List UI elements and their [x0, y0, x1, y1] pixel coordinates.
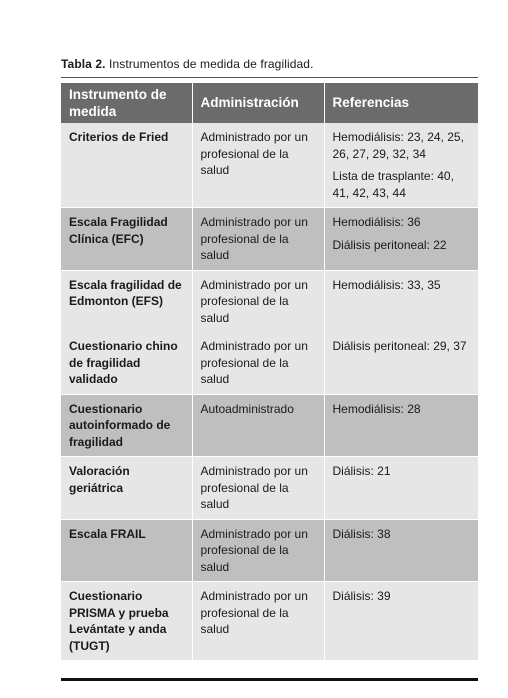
reference-line: Diálisis peritoneal: 29, 37 — [332, 339, 467, 353]
header-instrument: Instrumento de medida — [61, 83, 192, 123]
table-row — [61, 519, 478, 582]
administration-cell: Administrado por un profesional de la salud — [192, 582, 324, 661]
references-cell — [324, 208, 478, 271]
table-row — [61, 394, 478, 457]
instrument-cell: Escala fragilidad de Edmonton (EFS) — [61, 270, 192, 332]
top-rule — [61, 77, 478, 78]
caption-text: Instrumentos de medida de fragilidad. — [105, 57, 314, 71]
references-cell — [324, 123, 478, 208]
administration-cell: Administrado por un profesional de la salud — [192, 270, 324, 332]
header-row — [61, 83, 478, 123]
reference-line: Hemodiálisis: 23, 24, 25, 26, 27, 29, 32, 34 — [332, 130, 464, 161]
table-row — [61, 582, 478, 661]
references-cell — [324, 457, 478, 520]
caption-label: Tabla 2. — [61, 57, 106, 71]
table-row — [61, 332, 478, 394]
instrument-cell: Escala FRAIL — [61, 519, 192, 582]
references-cell — [324, 270, 478, 332]
instrument-cell: Criterios de Fried — [61, 123, 192, 208]
administration-cell: Administrado por un profesional de la salud — [192, 208, 324, 271]
instrument-cell: Cuestionario PRISMA y prueba Levántate y anda (TUGT) — [61, 582, 192, 661]
reference-line: Diálisis peritoneal: 22 — [332, 237, 447, 252]
reference-line: Hemodiálisis: 36 — [332, 215, 421, 229]
references-cell — [324, 394, 478, 457]
instrument-cell: Valoración geriátrica — [61, 457, 192, 520]
administration-cell: Administrado por un profesional de la salud — [192, 123, 324, 208]
table-row — [61, 457, 478, 520]
administration-cell: Administrado por un profesional de la salud — [192, 519, 324, 582]
administration-cell: Autoadministrado — [192, 394, 324, 457]
references-cell — [324, 332, 478, 394]
table-row — [61, 208, 478, 271]
header-administration: Administración — [192, 83, 324, 123]
table-row — [61, 270, 478, 332]
reference-line: Hemodiálisis: 33, 35 — [332, 277, 441, 292]
table-caption — [61, 57, 314, 71]
administration-cell: Administrado por un profesional de la salud — [192, 457, 324, 520]
reference-line: Diálisis: 38 — [332, 526, 391, 541]
header-references: Referencias — [324, 83, 478, 123]
references-cell — [324, 519, 478, 582]
instrument-cell: Cuestionario autoinformado de fragilidad — [61, 394, 192, 457]
reference-line: Diálisis: 39 — [332, 589, 391, 603]
reference-line: Hemodiálisis: 28 — [332, 401, 421, 416]
fragility-instruments-table — [61, 83, 478, 660]
table-row — [61, 123, 478, 208]
bottom-rule — [61, 678, 478, 681]
reference-line: Diálisis: 21 — [332, 464, 391, 478]
administration-cell: Administrado por un profesional de la salud — [192, 332, 324, 394]
instrument-cell: Cuestionario chino de fragilidad validado — [61, 332, 192, 394]
reference-line: Lista de trasplante: 40, 41, 42, 43, 44 — [332, 169, 454, 200]
references-cell — [324, 582, 478, 661]
instrument-cell: Escala Fragilidad Clínica (EFC) — [61, 208, 192, 271]
